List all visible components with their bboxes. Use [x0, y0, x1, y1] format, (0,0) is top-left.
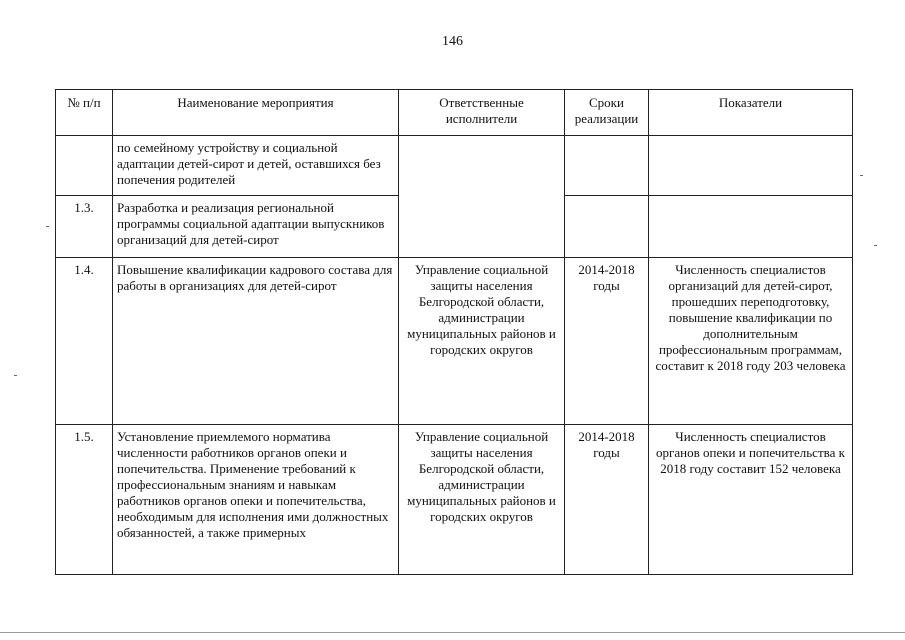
row-name: по семейному устройству и социальной адаптации детей-сирот и детей, оставшихся без попечения родителей — [113, 136, 399, 196]
table-row — [56, 258, 853, 425]
row-num: 1.5. — [56, 425, 113, 575]
header-num: № п/п — [56, 90, 113, 136]
row-responsible: Управление социальной защиты населения Белгородской области, администрации муниципальных районов и городских округов — [399, 258, 565, 425]
scan-speck — [46, 226, 49, 227]
scan-edge — [0, 632, 905, 633]
row-terms: 2014-2018 годы — [565, 425, 649, 575]
row-indicators: Численность специалистов организаций для детей-сирот, прошедших переподготовку, повышение квалификации по дополнительным профессиональным программам, составит к 2018 году 203 человека — [649, 258, 853, 425]
row-terms: 2014-2018 годы — [565, 258, 649, 425]
row-indicators — [649, 196, 853, 258]
row-terms — [565, 136, 649, 196]
scan-speck — [860, 175, 863, 176]
scan-speck — [14, 375, 17, 376]
row-indicators — [649, 136, 853, 196]
row-name: Разработка и реализация региональной программы социальной адаптации выпускников организаций для детей-сирот — [113, 196, 399, 258]
row-terms — [565, 196, 649, 258]
row-num: 1.4. — [56, 258, 113, 425]
row-name: Повышение квалификации кадрового состава для работы в организациях для детей-сирот — [113, 258, 399, 425]
row-responsible — [399, 136, 565, 258]
table-header-row — [56, 90, 853, 136]
header-responsible: Ответственные исполнители — [399, 90, 565, 136]
scan-speck — [874, 245, 877, 246]
row-num: 1.3. — [56, 196, 113, 258]
table-row — [56, 136, 853, 196]
measures-table — [55, 89, 853, 575]
header-indicators: Показатели — [649, 90, 853, 136]
row-indicators: Численность специалистов органов опеки и попечительства к 2018 году составит 152 человека — [649, 425, 853, 575]
page-number: 146 — [442, 34, 463, 49]
row-num — [56, 136, 113, 196]
row-responsible: Управление социальной защиты населения Белгородской области, администрации муниципальных районов и городских округов — [399, 425, 565, 575]
row-name: Установление приемлемого норматива численности работников органов опеки и попечительства. Применение требований к профессиональным знаниям и навыкам работников органов опеки и попечительства, необходимым для исполнения ими должностных обязанностей, а также примерных — [113, 425, 399, 575]
header-name: Наименование мероприятия — [113, 90, 399, 136]
table-row — [56, 425, 853, 575]
header-terms: Сроки реализации — [565, 90, 649, 136]
